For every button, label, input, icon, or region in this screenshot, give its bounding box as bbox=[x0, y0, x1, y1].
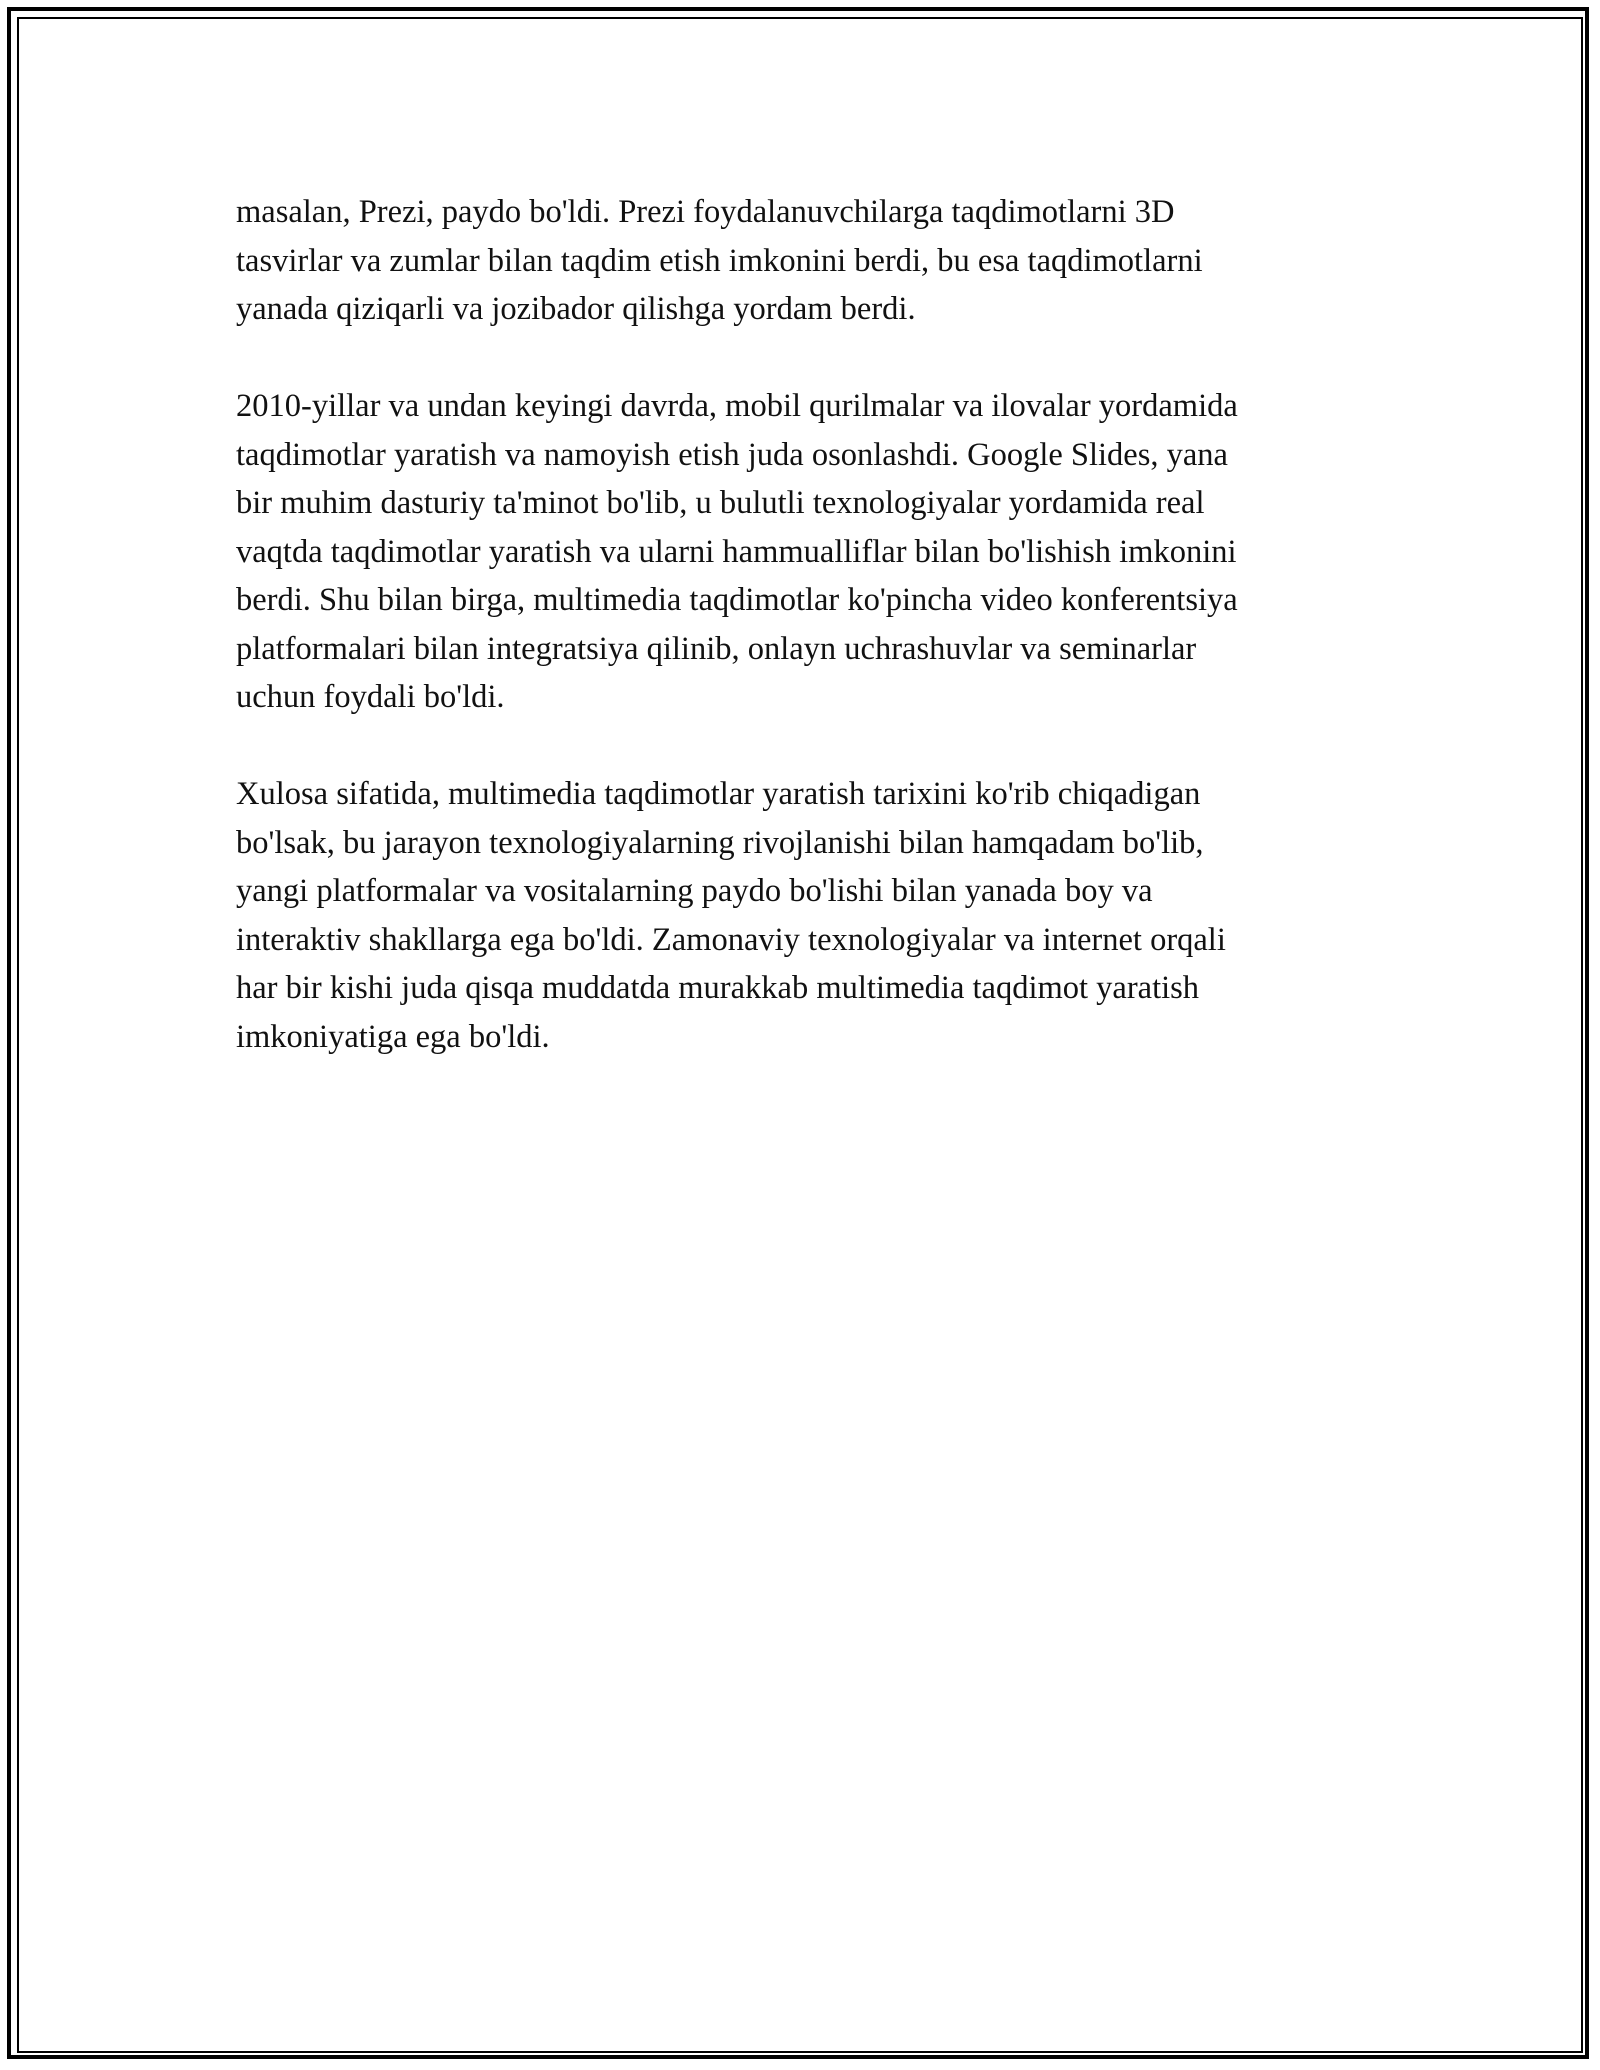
document-body bbox=[236, 188, 1376, 1110]
paragraph-conclusion: Xulosa sifatida, multimedia taqdimotlar yaratish tarixini ko'rib chiqadigan bo'lsak, bu jarayon texnologiyalarning rivojlanishi bilan hamqadam bo'lib, yangi platformalar va vositalarning paydo bo'lishi bilan yanada boy va interaktiv shakllarga ega bo'ldi. Zamonaviy texnologiyalar va internet orqali har bir kishi juda qisqa muddatda murakkab multimedia taqdimot yaratish imkoniyatiga ega bo'ldi. bbox=[236, 776, 1226, 1055]
paragraph-prezi: masalan, Prezi, paydo bo'ldi. Prezi foydalanuvchilarga taqdimotlarni 3D tasvirlar va zumlar bilan taqdim etish imkonini berdi, bu esa taqdimotlarni yanada qiziqarli va jozibador qilishga yordam berdi. bbox=[236, 194, 1203, 327]
paragraph-2010s: 2010-yillar va undan keyingi davrda, mobil qurilmalar va ilovalar yordamida taqdimotlar yaratish va namoyish etish juda osonlashdi. Google Slides, yana bir muhim dasturiy ta'minot bo'lib, u bulutli texnologiyalar yordamida real vaqtda taqdimotlar yaratish va ularni hammualliflar bilan bo'lishish imkonini berdi. Shu bilan birga, multimedia taqdimotlar ko'pincha video konferentsiya platformalari bilan integratsiya qilinib, onlayn uchrashuvlar va seminarlar uchun foydali bo'ldi. bbox=[236, 388, 1238, 715]
